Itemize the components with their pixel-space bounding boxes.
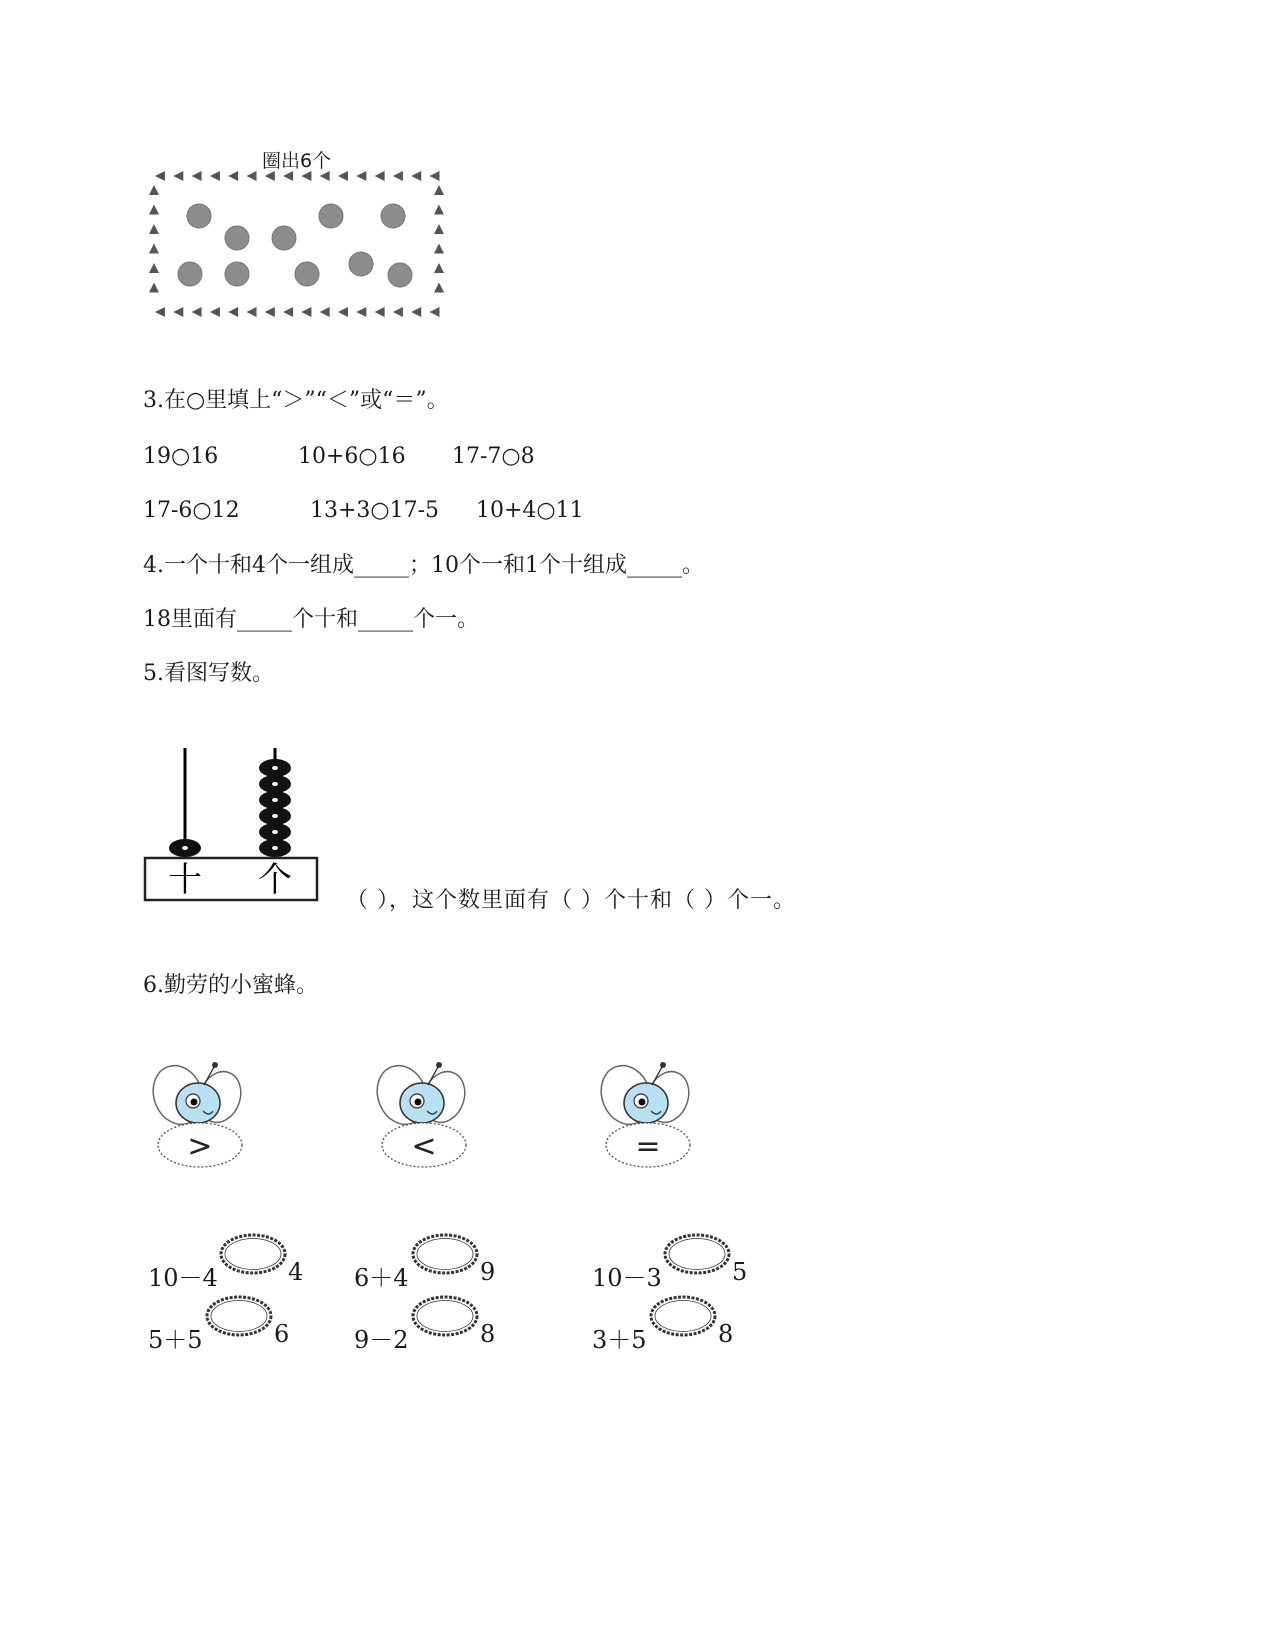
border-triangle bbox=[192, 307, 202, 317]
dot-figure bbox=[148, 140, 468, 340]
bead-highlight bbox=[272, 814, 278, 818]
equation-left: 3＋5 bbox=[592, 1326, 647, 1354]
equation-right: 5 bbox=[732, 1258, 748, 1286]
circle-six-title: 圈出6个 bbox=[262, 150, 332, 172]
dot bbox=[225, 226, 249, 250]
border-triangle bbox=[430, 307, 440, 317]
border-triangle bbox=[149, 185, 159, 195]
question-3-prompt: 3.在○里填上“＞”“＜”或“＝”。 bbox=[143, 388, 449, 413]
border-triangle bbox=[265, 307, 275, 317]
compare-item: 17-7○8 bbox=[452, 444, 535, 469]
bead-highlight bbox=[182, 846, 188, 850]
compare-item: 17-6○12 bbox=[143, 498, 240, 523]
equation-row bbox=[148, 1232, 348, 1292]
border-triangle bbox=[434, 283, 444, 293]
border-triangle bbox=[173, 307, 183, 317]
answer-oval[interactable] bbox=[648, 1294, 718, 1344]
equation-left: 6＋4 bbox=[354, 1264, 409, 1292]
bee-sign: = bbox=[635, 1129, 661, 1164]
question-5-answer-line: （ ），这个数里面有（ ）个十和（ ）个一。 bbox=[346, 888, 796, 913]
border-triangle bbox=[283, 171, 293, 181]
border-triangle bbox=[434, 244, 444, 254]
border-triangle bbox=[155, 307, 165, 317]
question-4-line-1: 4.一个十和4个一组成_____；10个一和1个十组成_____。 bbox=[143, 553, 704, 578]
border-triangle bbox=[320, 171, 330, 181]
bead-highlight bbox=[272, 846, 278, 850]
answer-oval[interactable] bbox=[410, 1294, 480, 1344]
border-triangle bbox=[434, 205, 444, 215]
compare-item: 19○16 bbox=[143, 444, 219, 469]
border-triangle bbox=[434, 224, 444, 234]
compare-item: 13+3○17-5 bbox=[310, 498, 440, 523]
equation-left: 10－4 bbox=[148, 1264, 218, 1292]
border-triangle bbox=[301, 171, 311, 181]
dot bbox=[388, 263, 412, 287]
border-triangle bbox=[320, 307, 330, 317]
compare-item: 10+4○11 bbox=[476, 498, 584, 523]
border-triangle bbox=[173, 171, 183, 181]
bead-highlight bbox=[272, 830, 278, 834]
bee-greater bbox=[148, 1055, 258, 1180]
dot bbox=[187, 204, 211, 228]
bee-icon bbox=[372, 1055, 482, 1180]
border-triangle bbox=[356, 171, 366, 181]
border-triangle bbox=[434, 263, 444, 273]
border-triangle bbox=[247, 307, 257, 317]
bee-icon bbox=[148, 1055, 258, 1180]
equation-row bbox=[148, 1294, 348, 1354]
question-6-prompt: 6.勤劳的小蜜蜂。 bbox=[143, 973, 318, 998]
bee-sign: < bbox=[411, 1129, 437, 1164]
border-triangle bbox=[149, 224, 159, 234]
tens-label: 十 bbox=[168, 860, 202, 900]
dot bbox=[381, 204, 405, 228]
equation-right: 8 bbox=[480, 1320, 496, 1348]
dot bbox=[225, 262, 249, 286]
dot bbox=[349, 252, 373, 276]
equation-left: 9－2 bbox=[354, 1326, 409, 1354]
answer-oval[interactable] bbox=[204, 1294, 274, 1344]
bee-icon bbox=[596, 1055, 706, 1180]
equation-row bbox=[354, 1294, 554, 1354]
border-triangle bbox=[265, 171, 275, 181]
border-triangle bbox=[338, 171, 348, 181]
compare-item: 10+6○16 bbox=[298, 444, 406, 469]
dot bbox=[178, 262, 202, 286]
border-triangle bbox=[155, 171, 165, 181]
equation-right: 8 bbox=[718, 1320, 734, 1348]
ones-label: 个 bbox=[258, 860, 292, 900]
border-triangle bbox=[356, 307, 366, 317]
border-triangle bbox=[301, 307, 311, 317]
border-triangle bbox=[149, 205, 159, 215]
border-triangle bbox=[411, 307, 421, 317]
equation-left: 5＋5 bbox=[148, 1326, 203, 1354]
border-triangle bbox=[338, 307, 348, 317]
border-triangle bbox=[393, 307, 403, 317]
equation-right: 6 bbox=[274, 1320, 290, 1348]
dot bbox=[319, 204, 343, 228]
border-triangle bbox=[210, 171, 220, 181]
bead-highlight bbox=[272, 798, 278, 802]
bead-highlight bbox=[272, 782, 278, 786]
abacus bbox=[140, 748, 340, 948]
bee-equal bbox=[596, 1055, 706, 1180]
border-triangle bbox=[247, 171, 257, 181]
border-triangle bbox=[411, 171, 421, 181]
equation-row bbox=[592, 1232, 792, 1292]
answer-oval[interactable] bbox=[410, 1232, 480, 1282]
border-triangle bbox=[393, 171, 403, 181]
border-triangle bbox=[434, 185, 444, 195]
equation-left: 10－3 bbox=[592, 1264, 662, 1292]
border-triangle bbox=[283, 307, 293, 317]
border-triangle bbox=[430, 171, 440, 181]
border-triangle bbox=[375, 171, 385, 181]
bee-less bbox=[372, 1055, 482, 1180]
answer-oval[interactable] bbox=[662, 1232, 732, 1282]
dot bbox=[272, 226, 296, 250]
dot bbox=[295, 262, 319, 286]
border-triangle bbox=[228, 171, 238, 181]
border-triangle bbox=[149, 244, 159, 254]
question-5-prompt: 5.看图写数。 bbox=[143, 661, 274, 686]
border-triangle bbox=[192, 171, 202, 181]
border-triangle bbox=[228, 307, 238, 317]
equation-row bbox=[354, 1232, 554, 1292]
equation-right: 9 bbox=[480, 1258, 496, 1286]
equation-row bbox=[592, 1294, 792, 1354]
border-triangle bbox=[149, 283, 159, 293]
bead-highlight bbox=[272, 766, 278, 770]
answer-oval[interactable] bbox=[218, 1232, 288, 1282]
border-triangle bbox=[149, 263, 159, 273]
border-triangle bbox=[210, 307, 220, 317]
question-4-line-2: 18里面有_____个十和_____个一。 bbox=[143, 607, 479, 632]
equation-right: 4 bbox=[288, 1258, 304, 1286]
border-triangle bbox=[375, 307, 385, 317]
bee-sign: > bbox=[187, 1129, 213, 1164]
